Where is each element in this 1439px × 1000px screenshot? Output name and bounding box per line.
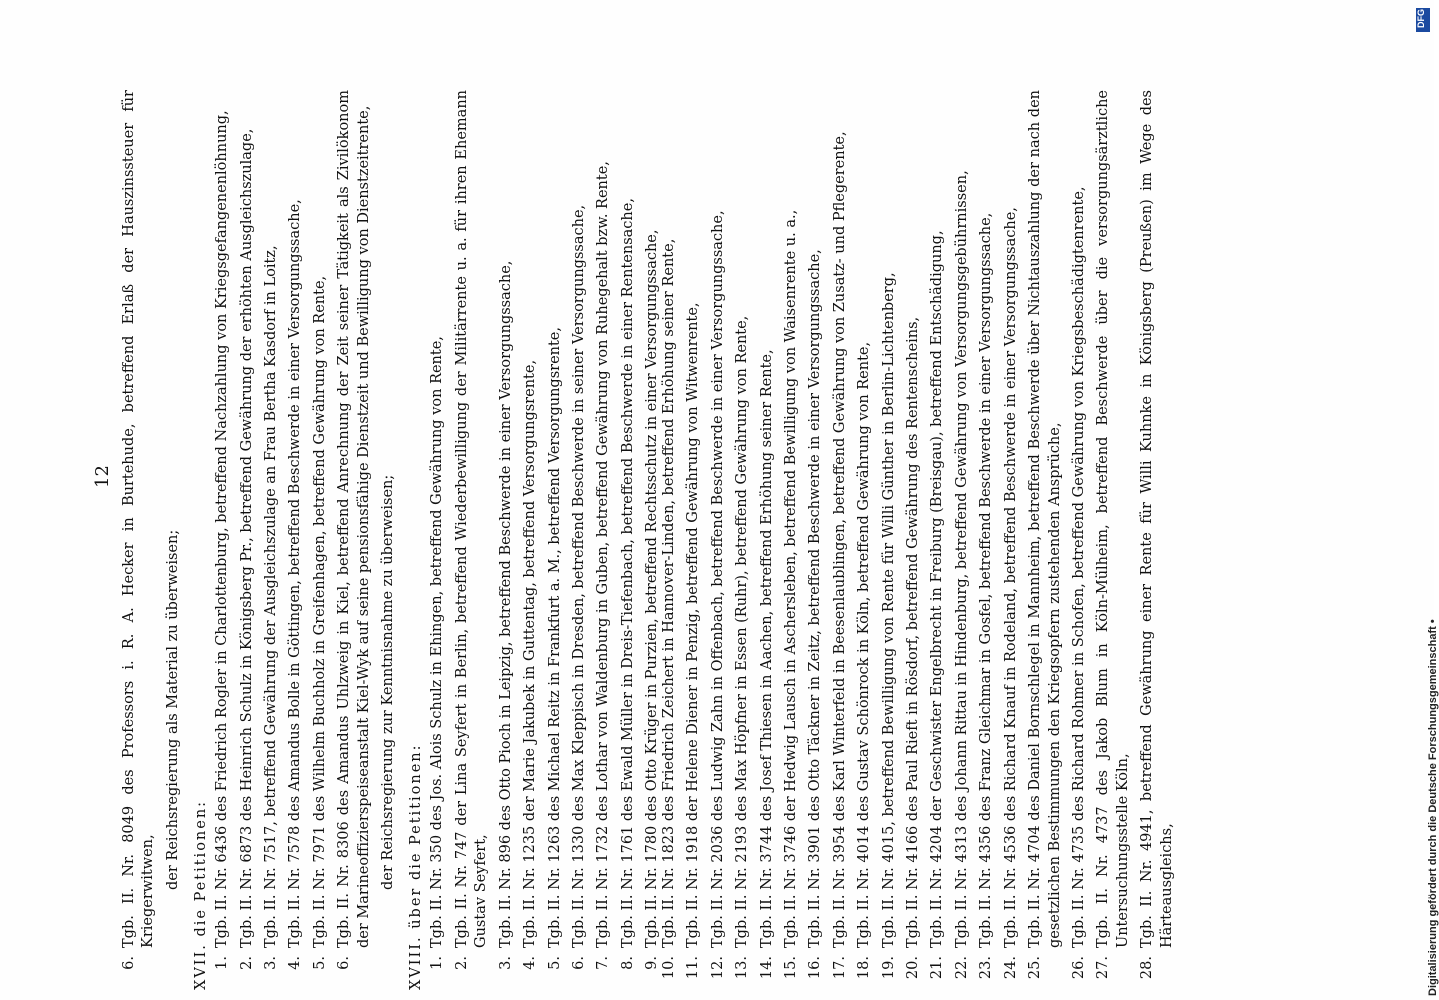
petition-item — [1138, 90, 1177, 990]
item-text: Tgb. II. Nr. 6436 des Friedrich Rogler in Charlottenburg, betreffend Nachzahlung von Kriegsgefangenenlöhnung, — [214, 110, 231, 948]
item-text: Tgb. II. Nr. 1732 des Lothar von Waldenburg in Guben, betreffend Gewährung von Ruhegehalt bzw. Rente, — [595, 161, 612, 948]
dfg-logo: DFG — [1416, 8, 1430, 32]
item-number: 14. — [758, 956, 775, 980]
petition-item — [880, 90, 899, 990]
item-number: 18. — [856, 956, 873, 980]
item-text: Tgb. II. Nr. 4313 des Johann Rittau in Hindenburg, betreffend Gewährung von Versorgungsgebührnissen, — [953, 170, 970, 948]
item-text: Tgb. II. Nr. 7517, betreffend Gewährung der Ausgleichszulage an Frau Bertha Kasdorf in Loitz, — [263, 245, 280, 948]
item-number: 7. — [595, 956, 612, 970]
item-number: 19. — [880, 956, 897, 980]
item-number: 6. — [336, 956, 353, 970]
item-number: 22. — [953, 956, 970, 980]
item-text: Tgb. II. Nr. 3746 der Hedwig Lausch in Aschersleben, betreffend Bewilligung von Waisenrente u. a., — [783, 209, 800, 948]
section-heading: XVII. die Petitionen: — [193, 799, 210, 990]
petition-item — [619, 90, 638, 990]
petition-item — [594, 90, 613, 990]
item-number: 20. — [905, 956, 922, 980]
item-text: Tgb. II. Nr. 3901 des Otto Täckner in Zeitz, betreffend Beschwerde in einer Versorgungssache, — [807, 249, 824, 948]
petition-item — [684, 90, 703, 990]
petition-list — [660, 90, 1177, 990]
petition-item — [904, 90, 923, 990]
petition-item — [453, 90, 492, 990]
item-number: 12. — [709, 956, 726, 980]
item-text: Tgb. II. Nr. 3744 des Josef Thiesen in Aachen, betreffend Erhöhung seiner Rente, — [758, 349, 775, 948]
item-text: Tgb. II. Nr. 4166 des Paul Rieft in Rösdorf, betreffend Gewährung des Rentenscheins, — [905, 316, 922, 948]
item-number: 6. — [570, 956, 587, 970]
resolution-note: der Reichsregierung zur Kenntnisnahme zu überweisen; — [380, 474, 397, 890]
item-number: 16. — [807, 956, 824, 980]
item-number: 11. — [685, 956, 702, 980]
item-number: 1. — [429, 956, 446, 970]
item-number: 2. — [453, 956, 470, 970]
item-text: Tgb. II. Nr. 747 der Lina Seyfert in Berlin, betreffend Wiederbewilligung der Militärrente u. a. für ihren Ehemann Gustav Seyfert, — [453, 90, 490, 948]
petition-item — [660, 90, 679, 990]
item-text: Tgb. II. Nr. 4015, betreffend Bewilligung von Rente für Willi Günther in Berlin-Lichtenberg, — [880, 272, 897, 948]
item-text: Tgb. II. Nr. 4204 der Geschwister Engelbrecht in Freiburg (Breisgau), betreffend Entschädigung, — [929, 230, 946, 948]
petition-item — [782, 90, 801, 990]
petition-item — [1002, 90, 1021, 990]
petition-item — [546, 90, 565, 990]
item-text: Tgb. II. Nr. 4704 des Daniel Bornschlegel in Mannheim, betreffend Beschwerde über Nichtauszahlung der nach den gesetzlichen Bestimmungen den Kriegsopfern zustehenden Ansprüche, — [1027, 90, 1063, 948]
item-number: 27. — [1095, 956, 1112, 980]
item-number: 2. — [238, 956, 255, 970]
petition-item — [213, 90, 232, 990]
item-text: Tgb. II. Nr. 4356 des Franz Gleichmar in Gosfel, betreffend Beschwerde in einer Versorgungssache, — [978, 212, 995, 948]
petition-item — [806, 90, 825, 990]
item-number: 1. — [214, 956, 231, 970]
item-number: 10. — [661, 956, 677, 980]
petition-item — [831, 90, 850, 990]
item-text: Tgb. II. Nr. 896 des Otto Pioch in Leipzig, betreffend Beschwerde in einer Versorgungssache, — [497, 260, 514, 948]
item-text: Tgb. II. Nr. 2036 des Ludwig Zahn in Offenbach, betreffend Beschwerde in einer Versorgungssache, — [709, 210, 726, 948]
item-text: Tgb. II. Nr. 350 des Jos. Alois Schulz in Ehingen, betreffend Gewährung von Rente, — [429, 336, 446, 948]
item-text: Tgb. II. Nr. 1263 des Michael Reitz in Frankfurt a. M., betreffend Versorgungsrente, — [546, 326, 563, 948]
petition-item — [758, 90, 777, 990]
petition-item — [1094, 90, 1133, 990]
item-text: Tgb. II. Nr. 3954 des Karl Winterfeld in Beesenlaublingen, betreffend Gewährung von Zusatz- und Pflegerente, — [831, 131, 848, 948]
petition-item — [953, 90, 972, 990]
right-column — [660, 90, 1182, 990]
petition-item — [286, 90, 305, 990]
item-text: Tgb. II. Nr. 1823 des Friedrich Zeichert in Hannover-Linden, betreffend Erhöhung seiner Rente, — [661, 238, 677, 948]
petition-item — [1026, 90, 1065, 990]
item-text: Tgb. II. Nr. 4014 des Gustav Schönrock in Köln, betreffend Gewährung von Rente, — [856, 341, 873, 948]
item-text: Tgb. II. Nr. 2193 des Max Höpfner in Essen (Ruhr), betreffend Gewährung von Rente, — [734, 315, 751, 948]
item-number: 15. — [783, 956, 800, 980]
item-number: 25. — [1027, 956, 1044, 980]
digitization-note: Digitalisierung gefördert durch die Deutsche Forschungsgemeinschaft • — [1427, 619, 1439, 996]
item-text: Tgb. II. Nr. 8049 des Professors i. R. A. Hecker in Burtehude, betreffend Erlaß der Hauszinssteuer für Kriegerwitwen, — [121, 90, 157, 948]
item-text: Tgb. II. Nr. 6873 des Heinrich Schulz in Königsberg Pr., betreffend Gewährung der erhöhten Ausgleichszulage, — [238, 128, 255, 948]
item-number: 5. — [546, 956, 563, 970]
petition-item — [1070, 90, 1089, 990]
item-number: 3. — [497, 956, 514, 970]
petition-item — [733, 90, 752, 990]
page-number: 12 — [92, 465, 113, 488]
petition-item — [570, 90, 589, 990]
item-text: Tgb. II. Nr. 4737 des Jakob Blum in Köln-Mülheim, betreffend Beschwerde über die versorgungsärztliche Untersuchungsstelle Köln, — [1095, 90, 1131, 948]
item-text: Tgb. II. Nr. 1780 des Otto Krüger in Purzien, betreffend Rechtsschutz in einer Versorgungssache, — [644, 229, 661, 948]
petition-item — [238, 90, 257, 990]
item-number: 3. — [263, 956, 280, 970]
petition-item — [120, 90, 159, 990]
petition-item — [709, 90, 728, 990]
petition-list — [213, 90, 374, 990]
item-number: 28. — [1139, 956, 1156, 980]
item-text: Tgb. II. Nr. 1330 des Max Kleppisch in Dresden, betreffend Beschwerde in seiner Versorgungssache, — [570, 204, 587, 948]
petition-item — [311, 90, 330, 990]
item-number: 4. — [522, 956, 539, 970]
item-number: 5. — [311, 956, 328, 970]
item-number: 23. — [978, 956, 995, 980]
item-text: Tgb. II. Nr. 1235 der Marie Jakubek in Guttentag, betreffend Versorgungsrente, — [522, 359, 539, 948]
petition-item — [262, 90, 281, 990]
petition-item — [977, 90, 996, 990]
petition-item — [497, 90, 516, 990]
petition-item — [928, 90, 947, 990]
petition-item — [855, 90, 874, 990]
item-number: 26. — [1070, 956, 1087, 980]
item-text: Tgb. II. Nr. 8306 des Amandus Uhlzweig in Kiel, betreffend Anrechnung der Zeit seiner Tätigkeit als Zivilökonom der Marineoffizierspeiseanstalt Kiel-Wyk auf seine pensionsfähige Dienstzeit und Bewilligung von Dienstzeitrente, — [336, 90, 372, 948]
resolution-note: der Reichsregierung als Material zu überweisen; — [164, 529, 181, 890]
item-text: Tgb. II. Nr. 4536 des Richard Knauf in Rodeland, betreffend Beschwerde in einer Versorgungssache, — [1002, 207, 1019, 948]
item-number: 9. — [644, 956, 661, 970]
item-number: 21. — [929, 956, 946, 980]
item-number: 13. — [734, 956, 751, 980]
petition-item — [521, 90, 540, 990]
item-number: 8. — [619, 956, 636, 970]
left-column — [120, 90, 668, 990]
petition-item — [428, 90, 447, 990]
item-number: 24. — [1002, 956, 1019, 980]
petition-item — [335, 90, 374, 990]
item-text: Tgb. II. Nr. 1918 der Helene Diener in Penzig, betreffend Gewährung von Witwenrente, — [685, 302, 702, 948]
petition-list — [428, 90, 662, 990]
section-heading: XVIII. über die Petitionen: — [408, 743, 425, 990]
item-text: Tgb. II. Nr. 1761 des Ewald Müller in Dreis-Tiefenbach, betreffend Beschwerde in einer Rentensache, — [619, 198, 636, 948]
item-text: Tgb. II. Nr. 4941, betreffend Gewährung einer Rente für Willi Kuhnke in Königsberg (Preußen) im Wege des Härteausgleichs, — [1139, 90, 1175, 948]
item-text: Tgb. II. Nr. 7578 des Amandus Bolle in Göttingen, betreffend Beschwerde in einer Versorgungssache, — [287, 199, 304, 948]
item-text: Tgb. II. Nr. 7971 des Wilhelm Buchholz in Greifenhagen, betreffend Gewährung von Rente, — [311, 275, 328, 948]
item-number: 6. — [121, 956, 137, 970]
item-number: 17. — [831, 956, 848, 980]
item-text: Tgb. II. Nr. 4735 des Richard Rohmer in Schofen, betreffend Gewährung von Kriegsbeschädigtenrente, — [1070, 186, 1087, 948]
item-number: 4. — [287, 956, 304, 970]
